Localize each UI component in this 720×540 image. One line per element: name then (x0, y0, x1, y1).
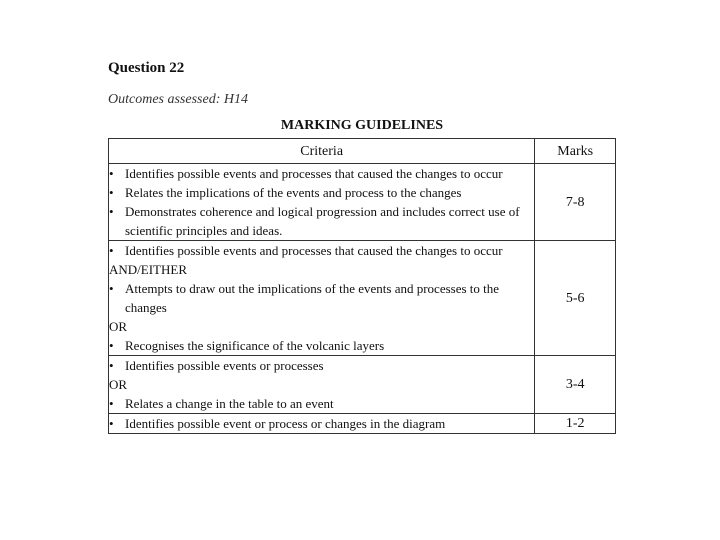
criterion-connector: AND/EITHER (109, 262, 187, 277)
criterion-bullet: • Identifies possible events and processes that caused the changes to occur (109, 164, 534, 183)
marks-cell: 1-2 (535, 414, 616, 434)
criteria-cell (109, 414, 535, 434)
criterion-bullet: • Identifies possible events or processes (109, 356, 534, 375)
criterion-connector: OR (109, 319, 128, 334)
criteria-cell (109, 356, 535, 414)
marks-header: Marks (535, 139, 616, 164)
table-row (109, 164, 616, 241)
marking-guidelines-heading: MARKING GUIDELINES (280, 118, 444, 133)
criteria-header: Criteria (109, 139, 535, 164)
table-row (109, 414, 616, 434)
criterion-bullet: • Recognises the significance of the volcanic layers (109, 336, 534, 355)
criteria-cell (109, 241, 535, 356)
outcomes-assessed: Outcomes assessed: H14 (108, 92, 248, 107)
table-row (109, 356, 616, 414)
criterion-bullet: • Attempts to draw out the implications of the events and processes to the changes (109, 279, 534, 317)
criterion-bullet: • Identifies possible event or process or changes in the diagram (109, 414, 534, 433)
question-title: Question 22 (108, 60, 185, 76)
criterion-bullet: • Demonstrates coherence and logical progression and includes correct use of scientific principles and ideas. (109, 202, 534, 240)
marks-cell: 3-4 (535, 356, 616, 414)
table-row (109, 241, 616, 356)
criterion-bullet: • Relates a change in the table to an event (109, 394, 534, 413)
criterion-connector: OR (109, 377, 128, 392)
criterion-bullet: • Relates the implications of the events and process to the changes (109, 183, 534, 202)
marks-cell: 5-6 (535, 241, 616, 356)
marks-cell: 7-8 (535, 164, 616, 241)
criterion-bullet: • Identifies possible events and processes that caused the changes to occur (109, 241, 534, 260)
table-header-row (109, 139, 616, 164)
criteria-cell (109, 164, 535, 241)
marking-guidelines-table (108, 138, 616, 434)
